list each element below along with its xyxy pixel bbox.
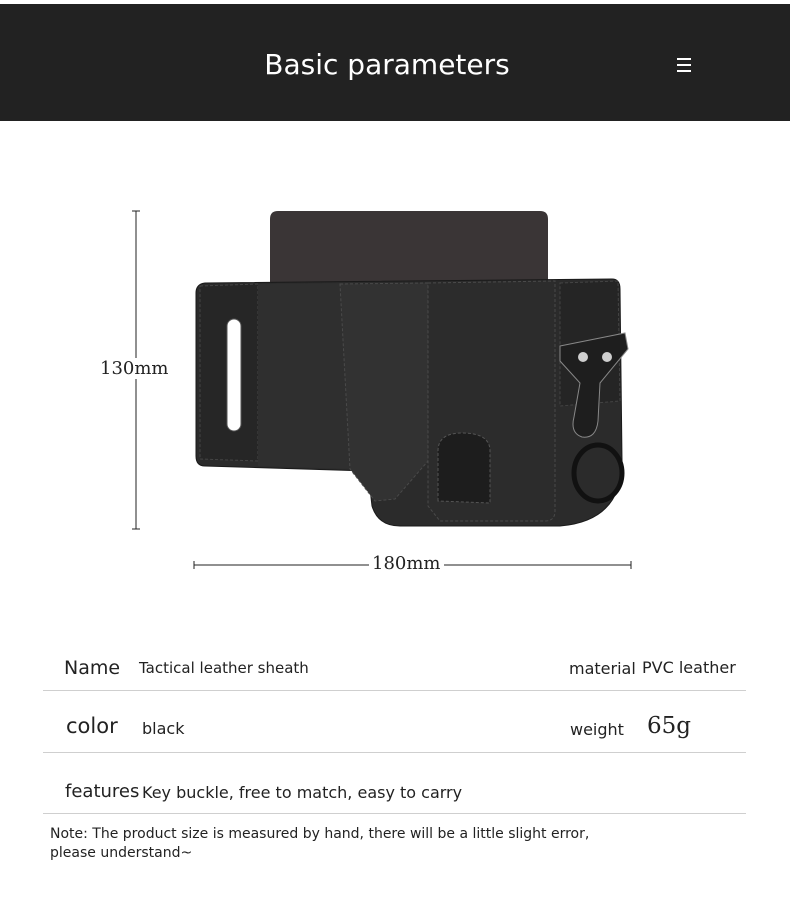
- width-dimension-label: 180mm: [369, 553, 444, 574]
- color-label: color: [66, 714, 118, 738]
- name-value: Tactical leather sheath: [139, 659, 309, 677]
- note-line-2: please understand~: [50, 845, 193, 861]
- measurement-note: [50, 825, 650, 863]
- note-line-1: Note: The product size is measured by hand, there will be a little slight error,: [50, 826, 590, 842]
- name-label: Name: [64, 657, 121, 679]
- material-label: material: [569, 659, 636, 678]
- material-value: PVC leather: [642, 658, 736, 677]
- color-value: black: [142, 719, 185, 738]
- spec-row-color: [43, 691, 746, 753]
- spec-row-features: [43, 753, 746, 814]
- product-image-area: [0, 121, 790, 621]
- weight-label: weight: [570, 720, 624, 739]
- height-dimension-label: 130mm: [97, 358, 172, 379]
- features-label: features: [65, 781, 140, 802]
- hamburger-menu-icon[interactable]: [677, 58, 693, 74]
- belt-slot: [227, 319, 241, 431]
- spec-row-name: [43, 640, 746, 691]
- weight-value: 65g: [647, 713, 691, 739]
- header-bar: [0, 4, 790, 121]
- page-title: Basic parameters: [264, 48, 510, 81]
- features-value: Key buckle, free to match, easy to carry: [142, 783, 463, 802]
- pocket-tab: [438, 433, 490, 503]
